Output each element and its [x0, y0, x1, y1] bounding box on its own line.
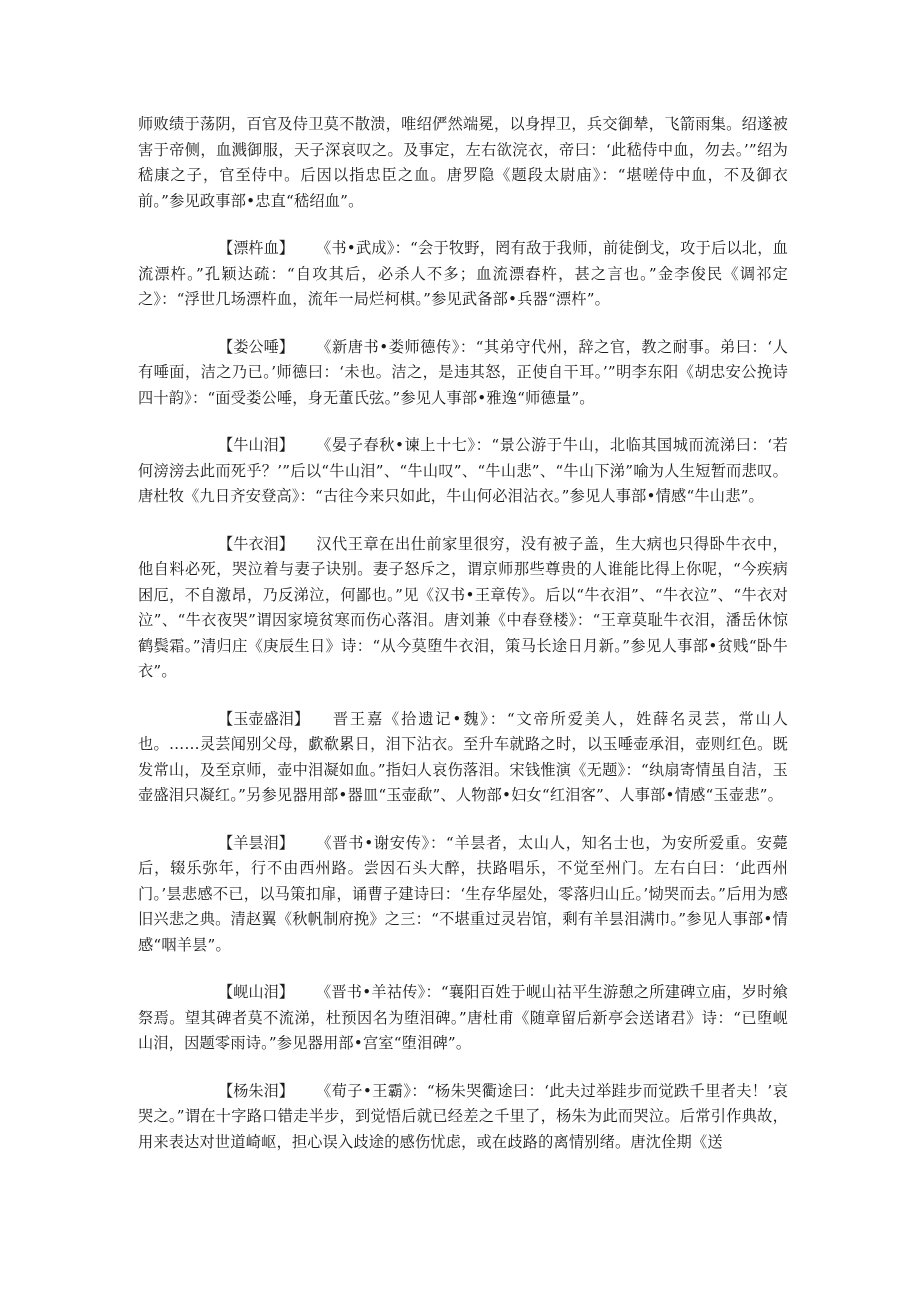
entry-paragraph — [138, 980, 788, 1057]
entry-paragraph — [138, 707, 788, 809]
entry-text: 《新唐书•娄师德传》：“其弟守代州，辞之官，教之耐事。弟曰：‘人有唾面，洁之乃已。’师德曰：‘未也。洁之，是违其怒，正使自干耳。’”明李东阳《胡忠安公挽诗四十韵》：“面受娄公唾，身无董氏弦。”参见人事部•雅逸“师德量”。 — [138, 337, 788, 407]
entry-text: 汉代王章在出仕前家里很穷，没有被子盖，生大病也只得卧牛衣中，他自料必死，哭泣着与妻子诀别。妻子怒斥之，谓京师那些尊贵的人谁能比得上你呢，“今疾病困厄，不自激昂，乃反涕泣，何鄙也。”见《汉书•王章传》。后以“牛衣泪”、“牛衣泣”、“牛衣对泣”、“牛衣夜哭”谓因家境贫寒而伤心落泪。唐刘兼《中春登楼》：“王章莫耻牛衣泪，潘岳休惊鹤鬓霜。”清归庄《庚辰生日》诗：“从今莫堕牛衣泪，策马长途日月新。”参见人事部•贫贱“卧牛衣”。 — [138, 534, 788, 680]
entry-term: 【岘山泪】 — [218, 983, 294, 1001]
entry-paragraph — [138, 831, 788, 959]
entry-text: 《书•武成》：“会于牧野，罔有敌于我师，前徒倒戈，攻于后以北，血流漂杵。”孔颖达疏：“自攻其后，必杀人不多；血流漂舂杵，甚之言也。”金李俊民《调祁定之》：“浮世几场漂杵血，流年一局烂柯棋。”参见武备部•兵器“漂杵”。 — [138, 239, 788, 308]
entry-paragraph — [138, 335, 788, 412]
entry-paragraph — [138, 1079, 788, 1156]
entry-term: 【杨朱泪】 — [218, 1081, 294, 1100]
entry-text: 《晋书•谢安传》：“羊昙者，太山人，知名士也，为安所爱重。安薨后，辍乐弥年，行不由西州路。尝因石头大醉，扶路唱乐，不觉至州门。左右白曰：‘此西州门。’昙悲感不已，以马策扣扉，诵曹子建诗曰：‘生存华屋处，零落归山丘。’恸哭而去。”后用为感旧兴悲之典。清赵翼《秋帆制府挽》之三：“不堪重过灵岩馆，剩有羊昙泪满巾。”参见人事部•情感“咽羊昙”。 — [138, 833, 788, 954]
entry-term: 【漂杵血】 — [218, 239, 294, 257]
entry-text: 师败绩于荡阴，百官及侍卫莫不散溃，唯绍俨然端冕，以身捍卫，兵交御辇，飞箭雨集。绍遂被害于帝侧，血溅御服，天子深哀叹之。及事定，左右欲浣衣，帝曰：‘此嵇侍中血，勿去。’”绍为嵇康之子，官至侍中。后因以指忠臣之血。唐罗隐《题段太尉庙》：“堪嗟侍中血，不及御衣前。”参见政事部•忠直“嵇绍血”。 — [138, 115, 788, 210]
entry-term: 【羊昙泪】 — [218, 833, 294, 852]
entry-term: 【牛衣泪】 — [218, 534, 294, 553]
entry-text: 晋王嘉《拾遗记•魏》：“文帝所爱美人，姓薛名灵芸，常山人也。……灵芸闻别父母，歔欷累日，泪下沾衣。至升车就路之时，以玉唾壶承泪，壶则红色。既发常山，及至京师，壶中泪凝如血。”指妇人哀伤落泪。宋钱惟演《无题》：“纨扇寄情虽自洁，玉壶盛泪只凝红。”另参见器用部•器皿“玉壶歃”、人物部•妇女“红泪客”、人事部•情感“玉壶悲”。 — [138, 709, 788, 804]
entry-term: 【娄公唾】 — [218, 337, 294, 356]
entry-term: 【牛山泪】 — [218, 436, 294, 454]
entry-term: 【玉壶盛泪】 — [218, 709, 310, 728]
entry-text: 《晏子春秋•谏上十七》：“景公游于牛山，北临其国城而流涕曰：‘若何滂滂去此而死乎？’”后以“牛山泪”、“牛山叹”、“牛山悲”、“牛山下涕”喻为人生短暂而悲叹。唐杜牧《九日齐安登高》：“古往今来只如此，牛山何必泪沾衣。”参见人事部•情感“牛山悲”。 — [138, 436, 788, 505]
entry-paragraph — [138, 433, 788, 510]
entry-paragraph — [138, 236, 788, 313]
entry-text: 《晋书•羊祜传》：“襄阳百姓于岘山祜平生游憩之所建碑立庙，岁时飨祭焉。望其碑者莫不流涕，杜预因名为堕泪碑。”唐杜甫《随章留后新亭会送诸君》诗：“已堕岘山泪，因题零雨诗。”参见器用部•宫室“堕泪碑”。 — [138, 983, 788, 1052]
entry-text: 《荀子•王霸》：“杨朱哭衢途曰：‘此夫过举跬步而觉跌千里者夫！’哀哭之。”谓在十字路口错走半步，到觉悟后就已经差之千里了，杨朱为此而哭泣。后常引作典故，用来表达对世道崎岖，担心误入歧途的感伤忧虑，或在歧路的离情别绪。唐沈佺期《送 — [138, 1081, 788, 1151]
document-page — [138, 112, 788, 1155]
entry-paragraph — [138, 532, 788, 685]
entry-paragraph — [138, 112, 788, 214]
